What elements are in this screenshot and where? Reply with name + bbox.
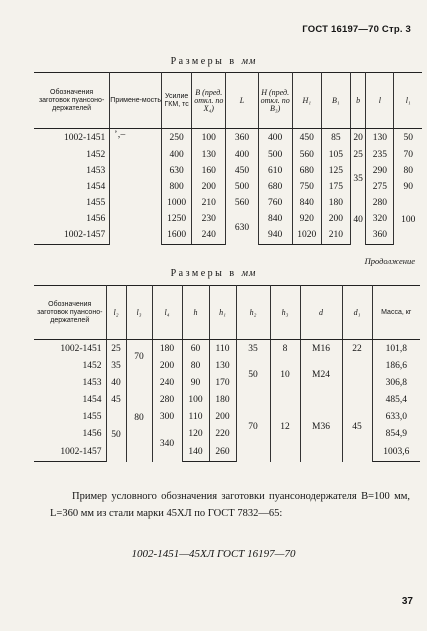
B-cell: 100 bbox=[192, 129, 226, 147]
table1-header-b: b bbox=[350, 73, 366, 129]
table2-header-h3: h₃ bbox=[270, 286, 300, 340]
h3-merged-cell: 10 bbox=[270, 358, 300, 392]
h-cell: 100 bbox=[182, 392, 209, 409]
h2-cell: 35 bbox=[236, 340, 270, 358]
force-cell: 800 bbox=[162, 179, 192, 195]
H-cell: 940 bbox=[258, 227, 292, 245]
B1-cell: 85 bbox=[321, 129, 350, 147]
h1-cell: 130 bbox=[209, 358, 236, 375]
page-number: 37 bbox=[401, 596, 413, 607]
B1-cell: 125 bbox=[321, 163, 350, 179]
d1-merged-cell bbox=[342, 358, 372, 392]
table-row bbox=[34, 195, 422, 211]
mass-cell: 1003,6 bbox=[372, 443, 420, 462]
table1-header-L: L bbox=[226, 73, 258, 129]
B-cell: 200 bbox=[192, 179, 226, 195]
example-text: Пример условного обозначения заготовки пуансонодержателя B=100 мм, L=360 мм из стали марки 45ХЛ по ГОСТ 7832—65: bbox=[50, 491, 410, 519]
table2-caption bbox=[0, 268, 427, 279]
b-merged-cell: 35 bbox=[350, 163, 366, 195]
table1-header-H: H (пред. откл. по B₃) bbox=[258, 73, 292, 129]
mass-cell: 101,8 bbox=[372, 340, 420, 358]
d-cell: M16 bbox=[300, 340, 342, 358]
H1-cell: 680 bbox=[292, 163, 321, 179]
row-designation: 1454 bbox=[34, 392, 106, 409]
l1-merged-cell: 100 bbox=[394, 195, 422, 245]
continuation-label: Продолжение bbox=[364, 256, 415, 266]
row-designation: 1452 bbox=[34, 358, 106, 375]
table2-header-d: d bbox=[300, 286, 342, 340]
mass-cell: 854,9 bbox=[372, 426, 420, 443]
force-cell: 400 bbox=[162, 147, 192, 163]
h-cell: 80 bbox=[182, 358, 209, 375]
H-cell: 840 bbox=[258, 211, 292, 227]
H1-cell: 840 bbox=[292, 195, 321, 211]
table2-caption-unit: мм bbox=[241, 268, 257, 279]
B1-cell: 175 bbox=[321, 179, 350, 195]
table1-header-B1: B₁ bbox=[321, 73, 350, 129]
h1-cell: 260 bbox=[209, 443, 236, 462]
row-designation: 1453 bbox=[34, 163, 110, 179]
B1-cell: 105 bbox=[321, 147, 350, 163]
B-cell: 240 bbox=[192, 227, 226, 245]
table2-header-designation: Обозначения заготовок пуансоно-держателей bbox=[34, 286, 106, 340]
h1-cell: 200 bbox=[209, 409, 236, 426]
b-cell: 25 bbox=[350, 147, 366, 163]
table1-caption-text: Размеры в bbox=[170, 56, 237, 67]
table2-header-l2: l₂ bbox=[106, 286, 126, 340]
l3-merged-cell: 80 bbox=[126, 375, 152, 462]
h1-cell: 110 bbox=[209, 340, 236, 358]
l-cell: 280 bbox=[366, 195, 394, 211]
row-designation: 1002-1451 bbox=[34, 129, 110, 147]
table-row bbox=[34, 392, 420, 409]
h-cell: 60 bbox=[182, 340, 209, 358]
l2-merged-cell: 50 bbox=[106, 409, 126, 462]
h1-cell: 220 bbox=[209, 426, 236, 443]
table1-header-designation: Обозначения заготовок пуансоно-держателей bbox=[34, 73, 110, 129]
l1-cell: 90 bbox=[394, 179, 422, 195]
table-row bbox=[34, 358, 420, 375]
d1-cell: 22 bbox=[342, 340, 372, 358]
table2-caption-text: Размеры в bbox=[170, 268, 237, 279]
row-designation: 1002-1451 bbox=[34, 340, 106, 358]
H1-cell: 750 bbox=[292, 179, 321, 195]
h-cell: 120 bbox=[182, 426, 209, 443]
l-cell: 290 bbox=[366, 163, 394, 179]
L-cell: 450 bbox=[226, 163, 258, 179]
table2-header-mass: Масса, кг bbox=[372, 286, 420, 340]
B-cell: 160 bbox=[192, 163, 226, 179]
B1-cell: 210 bbox=[321, 227, 350, 245]
row-designation: 1454 bbox=[34, 179, 110, 195]
dimensions-table-1 bbox=[34, 72, 422, 245]
row-designation: 1456 bbox=[34, 211, 110, 227]
table-row bbox=[34, 129, 422, 147]
l4-cell: 180 bbox=[152, 340, 182, 358]
H-cell: 500 bbox=[258, 147, 292, 163]
force-cell: 1000 bbox=[162, 195, 192, 211]
l3-merged-cell: 70 bbox=[126, 340, 152, 375]
row-designation: 1455 bbox=[34, 409, 106, 426]
table2-header-d1: d₁ bbox=[342, 286, 372, 340]
mass-cell: 633,0 bbox=[372, 409, 420, 426]
force-cell: 1250 bbox=[162, 211, 192, 227]
row-designation: 1456 bbox=[34, 426, 106, 443]
l-cell: 275 bbox=[366, 179, 394, 195]
d1-merged-cell: 45 bbox=[342, 392, 372, 462]
l4-cell: 240 bbox=[152, 375, 182, 392]
b-merged-cell: 40 bbox=[350, 195, 366, 245]
force-cell: 1600 bbox=[162, 227, 192, 245]
row-designation: 1002-1457 bbox=[34, 443, 106, 462]
h2-merged-cell: 50 bbox=[236, 358, 270, 392]
d-merged-cell: M36 bbox=[300, 392, 342, 462]
row-designation: 1455 bbox=[34, 195, 110, 211]
table1-header-H1: H₁ bbox=[292, 73, 321, 129]
table1-header-force: Усилие ГКМ, тс bbox=[162, 73, 192, 129]
L-cell: 500 bbox=[226, 179, 258, 195]
table1-header-B: B (пред. откл. по X₄) bbox=[192, 73, 226, 129]
designation-example bbox=[50, 488, 410, 522]
l1-cell: 50 bbox=[394, 129, 422, 147]
table1-header-row bbox=[34, 73, 422, 129]
H-cell: 680 bbox=[258, 179, 292, 195]
L-merged-cell: 630 bbox=[226, 211, 258, 245]
H1-cell: 560 bbox=[292, 147, 321, 163]
row-designation: 1453 bbox=[34, 375, 106, 392]
L-cell: 360 bbox=[226, 129, 258, 147]
row-designation: 1002-1457 bbox=[34, 227, 110, 245]
B1-cell: 200 bbox=[321, 211, 350, 227]
H-cell: 400 bbox=[258, 129, 292, 147]
h3-merged-cell: 12 bbox=[270, 392, 300, 462]
application-cell: ’‚– bbox=[110, 129, 162, 245]
table2-header-row bbox=[34, 286, 420, 340]
L-cell: 560 bbox=[226, 195, 258, 211]
b-cell: 20 bbox=[350, 129, 366, 147]
mass-cell: 306,8 bbox=[372, 375, 420, 392]
table-row bbox=[34, 147, 422, 163]
h-cell: 110 bbox=[182, 409, 209, 426]
dimensions-table-2 bbox=[34, 285, 420, 462]
table1-caption bbox=[0, 56, 427, 67]
l-cell: 360 bbox=[366, 227, 394, 245]
L-cell: 400 bbox=[226, 147, 258, 163]
page-header: ГОСТ 16197—70 Стр. 3 bbox=[302, 24, 411, 35]
B1-cell: 180 bbox=[321, 195, 350, 211]
h1-cell: 170 bbox=[209, 375, 236, 392]
l2-cell: 35 bbox=[106, 358, 126, 375]
row-designation: 1452 bbox=[34, 147, 110, 163]
mass-cell: 485,4 bbox=[372, 392, 420, 409]
table1-header-l1: l₁ bbox=[394, 73, 422, 129]
H1-cell: 450 bbox=[292, 129, 321, 147]
force-cell: 630 bbox=[162, 163, 192, 179]
l2-cell: 40 bbox=[106, 375, 126, 392]
table1-caption-unit: мм bbox=[241, 56, 257, 67]
h1-cell: 180 bbox=[209, 392, 236, 409]
table1-header-l: l bbox=[366, 73, 394, 129]
h-cell: 90 bbox=[182, 375, 209, 392]
B-cell: 130 bbox=[192, 147, 226, 163]
l4-cell: 280 bbox=[152, 392, 182, 409]
designation-formula: 1002-1451—45ХЛ ГОСТ 16197—70 bbox=[131, 548, 296, 560]
table2-header-l4: l₄ bbox=[152, 286, 182, 340]
table1-header-application: Примене-мость bbox=[110, 73, 162, 129]
l4-merged-cell: 340 bbox=[152, 426, 182, 462]
h3-cell: 8 bbox=[270, 340, 300, 358]
l4-cell: 300 bbox=[152, 409, 182, 426]
B-cell: 210 bbox=[192, 195, 226, 211]
H-cell: 760 bbox=[258, 195, 292, 211]
table2-header-h2: h₂ bbox=[236, 286, 270, 340]
h-cell: 140 bbox=[182, 443, 209, 462]
table-row bbox=[34, 340, 420, 358]
h2-merged-cell: 70 bbox=[236, 392, 270, 462]
table2-header-l3: l₃ bbox=[126, 286, 152, 340]
table2-header-h: h bbox=[182, 286, 209, 340]
d-merged-cell: M24 bbox=[300, 358, 342, 392]
table-row bbox=[34, 163, 422, 179]
l1-cell: 80 bbox=[394, 163, 422, 179]
mass-cell: 186,6 bbox=[372, 358, 420, 375]
H1-cell: 1020 bbox=[292, 227, 321, 245]
l2-cell: 45 bbox=[106, 392, 126, 409]
table2-header-h1: h₁ bbox=[209, 286, 236, 340]
l-cell: 130 bbox=[366, 129, 394, 147]
l4-cell: 200 bbox=[152, 358, 182, 375]
B-cell: 230 bbox=[192, 211, 226, 227]
l2-cell: 25 bbox=[106, 340, 126, 358]
force-cell: 250 bbox=[162, 129, 192, 147]
l1-cell: 70 bbox=[394, 147, 422, 163]
H-cell: 610 bbox=[258, 163, 292, 179]
l-cell: 235 bbox=[366, 147, 394, 163]
H1-cell: 920 bbox=[292, 211, 321, 227]
l-cell: 320 bbox=[366, 211, 394, 227]
